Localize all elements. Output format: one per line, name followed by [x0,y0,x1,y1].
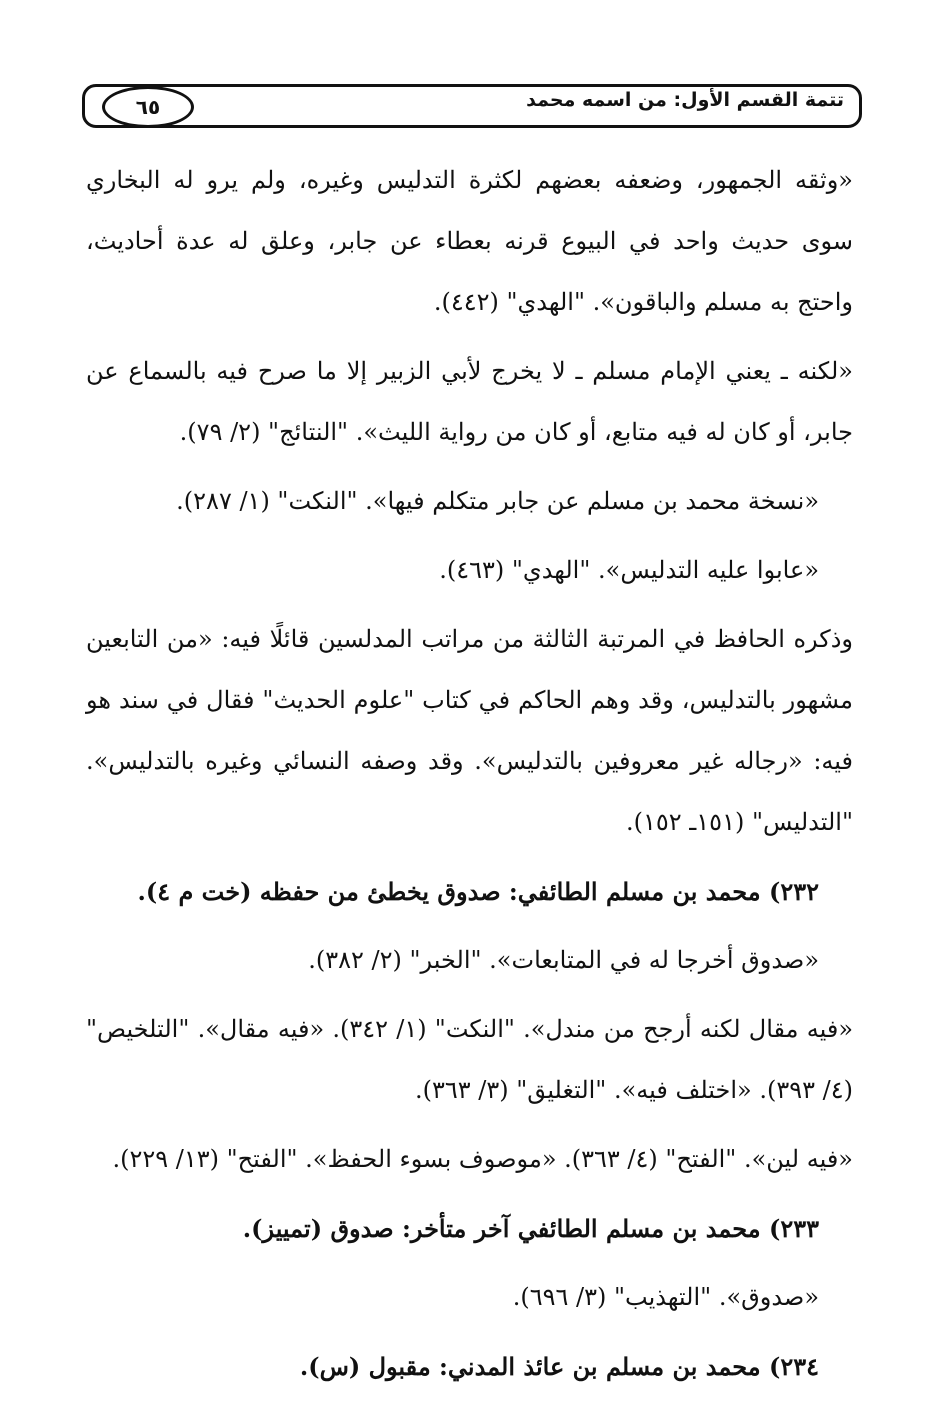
paragraph: وذكره الحافظ في المرتبة الثالثة من مراتب المدلسين قائلًا فيه: «من التابعين مشهور بالتدليس، وقد وهم الحاكم في كتاب "علوم الحديث" فقال في سند هو فيه: «رجاله غير معروفين بالتدليس». وقد وصفه النسائي وغيره بالتدليس». "التدليس" (١٥١ـ ١٥٢). [86,625,853,836]
paragraph: «لكنه ـ يعني الإمام مسلم ـ لا يخرج لأبي الزبير إلا ما صرح فيه بالسماع عن جابر، أو كان له فيه متابع، أو كان من رواية الليث». "النتائج" (٢/ ٧٩). [86,357,853,446]
paragraph: «نسخة محمد بن مسلم عن جابر متكلم فيها». "النكت" (١/ ٢٨٧). [176,487,819,515]
entry-heading: ٢٣٤) محمد بن مسلم بن عائذ المدني: مقبول (س). [299,1352,819,1381]
paragraph: «صدوق». "التهذيب" (٣/ ٦٩٦). [512,1283,819,1311]
paragraph: «عابوا عليه التدليس». "الهدي" (٤٦٣). [439,556,819,584]
page-header [82,84,862,128]
paragraph: «فيه مقال لكنه أرجح من مندل». "النكت" (١/ ٣٤٢). «فيه مقال». "التلخيص" (٤/ ٣٩٣). «اختلف فيه». "التغليق" (٣/ ٣٦٣). [86,1015,854,1104]
page-number: ٦٥ [102,86,194,128]
paragraph: «صدوق أخرجا له في المتابعات». "الخبر" (٢/ ٣٨٢). [308,946,819,974]
running-title: تتمة القسم الأول: من اسمه محمد [526,89,844,111]
entry-heading: ٢٣٢) محمد بن مسلم الطائفي: صدوق يخطئ من حفظه (خت م ٤). [137,877,819,906]
paragraph: «وثقه الجمهور، وضعفه بعضهم لكثرة التدليس وغيره، ولم يرو له البخاري سوى حديث واحد في البيوع قرنه بعطاء عن جابر، وعلق له عدة أحاديث، واحتج به مسلم والباقون». "الهدي" (٤٤٢). [86,166,853,316]
page-body [86,150,853,1405]
entry-heading: ٢٣٣) محمد بن مسلم الطائفي آخر متأخر: صدوق (تمييز). [242,1214,819,1243]
paragraph: «فيه لين». "الفتح" (٤/ ٣٦٣). «موصوف بسوء الحفظ». "الفتح" (١٣/ ٢٢٩). [112,1145,853,1173]
